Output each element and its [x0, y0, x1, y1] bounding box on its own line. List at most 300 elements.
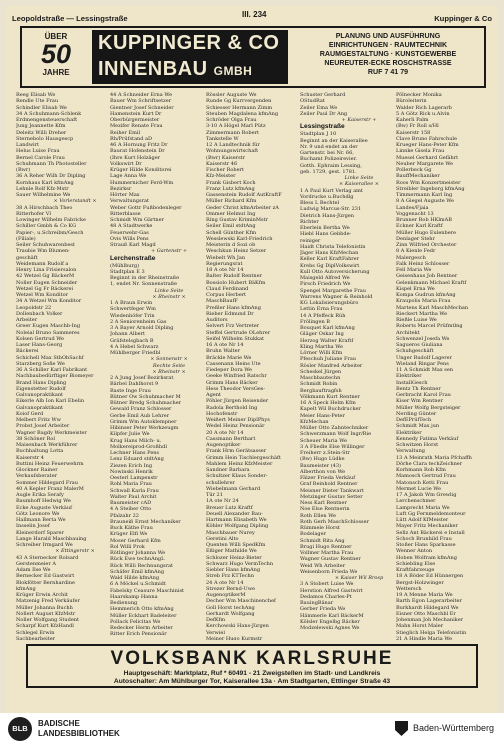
directory-entry: Schäfer Emil kfmAng	[110, 568, 165, 575]
directory-entry: Kapelt Wil Buchdrucker	[300, 406, 361, 413]
directory-entry: Streibler Ingeborg kfmAng	[396, 185, 465, 192]
directory-entry: Gartenstr. bei Nr. 66,	[300, 150, 354, 156]
directory-entry: 20 A ote Nr 14	[206, 429, 244, 436]
directory-entry: Gerber Frieda We	[300, 606, 346, 613]
bank-drive-through: Autoschalter: Am Mühlburger Tor, Kaiserallee 13a · Am Stadtgarten, Ettlinger Straße 43	[113, 678, 391, 685]
directory-entry: Kölsler Engelbg Bäcker	[300, 618, 360, 625]
directory-entry: Wenner Anton	[396, 548, 433, 555]
directory-entry: Vordrucke u.Buchdlg	[300, 193, 354, 200]
directory-entry: Pollack Felicitas We	[110, 618, 161, 625]
directory-entry: Weber Gottr Fußbodenleger	[110, 204, 182, 211]
directory-entry: Maisgeld Alfred We	[300, 275, 350, 281]
street-divider: + Kaiserstr +	[341, 117, 377, 123]
directory-entry: Sommer Hildegard Frau	[16, 479, 78, 486]
directory-entry: Agent	[206, 392, 221, 398]
directory-entry: Müller Hugo Eulenbere	[396, 229, 457, 236]
directory-entry: Rötlinger Johanna We	[110, 550, 166, 556]
directory-entry: Meisterin d Sozi ob	[206, 242, 256, 248]
directory-entry: Korhmann Rob Kfm	[396, 467, 446, 473]
directory-entry: Buchhaltung Lotta	[16, 448, 64, 455]
directory-entry: 38 Schöner Rol	[16, 435, 55, 442]
directory-entry: Falk Heinz Schlosser	[396, 260, 450, 267]
directory-entry: Kilpfer Julie We	[110, 431, 150, 438]
state-name[interactable]: Baden-Württemberg	[412, 723, 494, 733]
directory-entry: Zeiler Ema We	[300, 104, 338, 111]
directory-entry: Luft Gg Fernmeldemonteur	[396, 510, 466, 517]
directory-entry: Wesslewski Karl-Friedrich	[206, 235, 273, 242]
directory-entry: KfzMechan	[300, 418, 329, 425]
directory-entry: 2 A Seniorenheim Gas	[110, 318, 167, 325]
directory-entry: Ritter Erich Pensionär	[110, 631, 167, 638]
directory-entry: Mahn Horst Maler	[396, 623, 444, 630]
directory-entry: Nollert August KfzMstr	[16, 610, 76, 617]
directory-entry: Claud Ferdinand	[206, 285, 249, 292]
directory-entry: Köhler Wolfgang Dipling	[206, 523, 269, 530]
directory-entry: Reiher Emil	[110, 129, 141, 136]
directory-entry: Johann Albert	[110, 331, 146, 338]
viewer-footer	[0, 713, 504, 745]
anniversary-badge	[24, 30, 88, 86]
directory-entry: Mahlem Heinz KfzMeister	[206, 460, 273, 467]
directory-entry: Schlozer Heinz-Bieter	[206, 554, 262, 561]
directory-entry: Frank Gisbert Koch	[206, 179, 256, 186]
directory-entry: 18 A Böder Ed Hünnergen	[396, 573, 464, 580]
directory-entry: Rieckert Martha We	[396, 310, 448, 317]
directory-entry: Wedel Heinz Pensionär	[206, 423, 265, 430]
directory-entry: Quenten Willi SpedKfm	[206, 542, 266, 548]
directory-entry: Bossiolo Hubert BäKfm	[206, 279, 266, 286]
directory-entry: Ovis Wills Pens	[110, 235, 149, 242]
directory-entry: Spengel Margarethe Frau	[300, 287, 367, 294]
directory-entry: (Bw) Hugo Lüdke	[300, 456, 345, 463]
directory-entry: 48 A Stadtwerke	[110, 223, 153, 230]
directory-entry: Noller Wolfgang Student	[16, 617, 80, 623]
directory-entry: Ecke Auguste Verkäuf	[16, 504, 72, 511]
directory-entry: Alberthon von We	[300, 468, 346, 475]
directory-entry: Brugi Hugo Rentner	[300, 543, 352, 550]
directory-entry: Sagueros Giuliana	[396, 342, 443, 348]
directory-entry: 13 A Meinrath Maria Pfchaffh	[396, 454, 472, 461]
directory-entry: Melbert Fritz Ww	[16, 417, 61, 423]
directory-entry: Bergbauftragfsh	[300, 387, 342, 394]
directory-entry: Rendle Ute Frau	[16, 98, 59, 105]
directory-entry: Tankstelle W	[206, 135, 239, 142]
directory-entry: Noller Eugen Schneider	[16, 279, 78, 286]
directory-entry: Geeke Winfried Ratschr	[206, 373, 267, 380]
directory-entry: 46 A Hornung Fritz Dr	[110, 142, 168, 148]
directory-entry: Muesel Gerhard Gefährt	[396, 154, 459, 161]
directory-entry: Decher Wm Maschinenchef	[206, 598, 276, 605]
directory-entry: Kleinerdorf Sparer	[16, 529, 64, 536]
directory-entry: Starzberg Sofie We	[16, 360, 65, 367]
library-name-line2: LANDESBIBLIOTHEK	[38, 729, 120, 738]
directory-entry: Baurat Hofenstein Dr	[110, 148, 165, 155]
street-divider: × Kaiser Wil Rrosp	[334, 575, 384, 581]
directory-entry: Noleial Bruno Sammeres	[16, 329, 80, 336]
directory-entry: Landes/Fjaia	[396, 204, 429, 211]
service-line: EINRICHTUNGEN · RAUMTECHNIK	[328, 41, 448, 49]
directory-entry: Unger Rudolf Lagerer	[396, 354, 453, 361]
directory-entry: Fabelsky Ceasure Maschinist	[110, 587, 185, 594]
directory-entry: Herzog Walter Kraftf	[300, 337, 354, 344]
directory-entry: Galvanopraktikant	[16, 404, 64, 411]
directory-entry: Brunner Rob HKlmAB	[396, 217, 452, 223]
directory-entry: Galvanopraktikant	[16, 392, 64, 398]
directory-entry: Meier Hans-Peter	[300, 412, 345, 419]
directory-entry: kfmAng	[16, 585, 36, 592]
directory-entry: Müller Johanna Buchh	[16, 604, 73, 611]
directory-entry: 1 A Braun Erwin	[110, 300, 153, 306]
brand-subname: INNENBAU	[98, 58, 208, 80]
directory-entry: Corpus Herbert	[206, 292, 247, 298]
directory-entry: Eckner Karl Kraftf	[396, 223, 443, 230]
directory-entry: Rümmele Horst	[300, 525, 340, 531]
directory-entry: Gotth. Ephraim Lessing,	[300, 162, 362, 169]
directory-entry: Baste Inge Frau	[110, 387, 151, 394]
directory-entry: Ring Gustav KriminMstr	[206, 217, 268, 223]
directory-entry: Maschbauer Nurey	[206, 529, 255, 536]
directory-entry: Schiller Gmbh & Co KG	[16, 223, 77, 230]
directory-entry: Krueger Hans-Peter Kfm	[396, 142, 459, 148]
directory-entry: Zeiler Paul Dr Ang	[300, 110, 348, 117]
directory-entry: Adam Ilse We	[16, 567, 51, 573]
directory-entry: Beginnt in der Rheinstraße	[110, 275, 180, 281]
directory-entry: Volkswirt Dr	[110, 160, 142, 167]
directory-entry: Hämmerle Karl BäckerM	[300, 612, 364, 619]
directory-entry: Oberbürgermeister	[110, 117, 160, 123]
directory-entry: Franz Lutz kfmAng	[206, 185, 255, 192]
directory-entry: Wetzel Gg Fr Bäckerei	[16, 285, 74, 292]
directory-entry: BauffMechaniker	[396, 173, 440, 180]
directory-entry: Zimmermann Robert	[206, 129, 259, 136]
library-name[interactable]	[38, 719, 120, 739]
directory-entry: Wagner Bagdy Werkmeister	[16, 429, 87, 436]
anniversary-number: 50	[40, 39, 72, 69]
directory-entry: 16 A Speck Helm Kfm	[300, 400, 356, 406]
directory-entry: 11 A Schmidt Max sen	[396, 367, 453, 373]
directory-entry: Grimm Hans Bäcker	[206, 379, 258, 386]
directory-entry: Eikerle Alb Ion Karl Ebelin	[16, 398, 85, 405]
directory-entry: Radola Berthold Ing	[206, 404, 258, 411]
directory-entry: Eisner Otto Maschbl Er	[396, 610, 456, 617]
directory-entry: Pölnecker Monika	[396, 92, 442, 98]
directory-entry: Feuerwehr-Gas	[110, 229, 149, 236]
directory-entry: 34 A Wetzel Wm Konditor	[16, 298, 82, 305]
directory-entry: 43 A Sternecker Rolsard	[16, 554, 79, 561]
directory-entry: 8 A Giegel Auguste We	[396, 198, 454, 205]
directory-entry: Schichell Max StbObSachf	[16, 354, 84, 361]
directory-entry: Schiesser Hermann Zimm	[206, 104, 273, 111]
directory-entry: Helus Luise Frau	[16, 148, 60, 155]
directory-entry: Mühlberger Friedbl	[110, 350, 161, 356]
directory-entry: Hamenstein Kurt Dr	[110, 110, 162, 117]
directory-entry: Noe Else Rentnerin	[300, 506, 350, 513]
directory-entry: Bentz Th Rentner	[396, 385, 441, 392]
directory-entry: Gientner Josef Schneider	[110, 104, 174, 111]
directory-entry: Maschbautechn	[300, 375, 341, 381]
directory-entry: Gassenstein Rudolf AutKraftF	[206, 192, 282, 198]
bank-main-address: Hauptgeschäft: Marktplatz, Ruf * 60491 - 21 Zweigstellen im Stadt- und Landkreis	[123, 670, 381, 677]
directory-entry: Gläger Oskar Ing	[300, 331, 344, 338]
directory-entry: Streb Frz KTTechn	[206, 573, 254, 580]
directory-entry: Reeg Elisab We	[16, 92, 56, 98]
directory-entry: (Ihre Kurt Holzäger	[110, 154, 161, 161]
directory-entry: Müller Eckhart Badeleiter	[110, 612, 177, 619]
directory-entry: Bärbel Dahlhorst 9	[110, 381, 159, 388]
street-divider: Linke Seite	[344, 175, 374, 181]
directory-entry: Büroleiterin	[396, 98, 427, 105]
directory-entry: Cassenann Heins Ute	[206, 360, 261, 367]
directory-entry: Rösler Manfred Arbeiter	[300, 362, 363, 369]
anniversary-years: JAHRE	[42, 68, 70, 77]
directory-entry: Krug Hans Milch- u.	[110, 437, 162, 444]
directory-entry: 21 A Hindle Maria We	[396, 635, 453, 640]
directory-entry: (Bwr)	[16, 167, 31, 173]
directory-entry: Hummernicher Ferd-Wm	[110, 179, 174, 186]
directory-entry: Nerding Günter	[396, 410, 437, 417]
directory-entry: Mamosch Gertrud Frau	[396, 473, 456, 480]
directory-entry: Pirsch Friedrich We	[300, 281, 351, 288]
directory-entry: Malergesch	[396, 254, 426, 261]
directory-entry: Bernecker Ed Gastwirt	[16, 573, 75, 580]
directory-entry: Rießle Luise We	[396, 317, 437, 323]
directory-entry: Moser Gerhard Kfm	[110, 537, 161, 544]
brand-suffix: GMBH	[213, 64, 253, 78]
directory-entry: Meiner Hugo Kurmstr	[206, 635, 263, 640]
directory-entry: Jäger Hans KfzMechan	[300, 250, 359, 256]
directory-entry: Goll Horst techAng	[206, 604, 255, 611]
directory-entry: Kaiserstr 46	[206, 160, 238, 167]
directory-entry: Traubie Wm Blumen-	[16, 248, 70, 255]
directory-entry: Molkereiprod-Großhdl	[110, 443, 167, 450]
directory-entry: 1 A Paul Kurt Verlag amt	[300, 187, 363, 194]
directory-entry: Schreiber Irmgard We	[16, 542, 73, 548]
directory-entry: Müller Wolfg Bergsteiger	[396, 404, 461, 411]
directory-entry: 24 A ote Nr 14	[206, 579, 244, 586]
directory-entry: Wettersch	[396, 585, 422, 592]
directory-entry: Brand Hans Dipling	[16, 379, 67, 386]
directory-entry: Kraupolis Maria Frau	[396, 298, 451, 305]
directory-entry: 44 A Schneider Erna We	[110, 92, 173, 98]
directory-entry: 14 A Pfeffeck Rüh	[300, 312, 346, 319]
directory-entry: Haidt Christa Telefonistin	[300, 243, 366, 250]
directory-entry: Roos Wm Konzertmeister	[396, 179, 461, 186]
directory-entry: Kolsen Gertrud We	[16, 335, 64, 342]
directory-entry: Mezifer Renate Frau	[110, 123, 163, 130]
directory-entry: Ommer Helmut Ing	[206, 210, 256, 217]
directory-entry: Steuben Magdalena kfmAng	[206, 110, 279, 117]
directory-entry: MaschBaufF	[206, 298, 238, 305]
directory-entry: Metzinger Gustav Setter	[300, 493, 363, 500]
directory-entry: Beginnt an der Kaiserallee	[300, 137, 368, 144]
directory-entry: Wiedenhöfer Trin	[110, 312, 155, 319]
directory-entry: Bütner Bredg Schuhmacher	[110, 400, 182, 406]
directory-entry: Verwiel	[206, 629, 225, 636]
directory-entry: Eigenstetter Rudolf	[16, 385, 66, 392]
directory-entry: Kerchowski Hans-Jürgen	[206, 623, 269, 630]
directory-entry: Johenman Joh Mechaniker	[396, 617, 464, 623]
directory-entry: Nowinski Henrik	[110, 468, 153, 475]
directory-entry: Keller Karl KraftFahrer	[300, 256, 360, 263]
directory-entry: Cassmann Berthart	[206, 435, 256, 442]
directory-entry: Ritterhofer Vl	[16, 210, 51, 217]
directory-entry: Elektriker	[396, 373, 422, 380]
directory-entry: Graf Reinhold Rentner	[300, 481, 358, 488]
blb-logo[interactable]: BLB	[8, 717, 32, 741]
directory-entry: Buttini Heinz Feuerwehrm	[16, 460, 84, 467]
directory-entry: AugenoptikerM	[206, 592, 246, 598]
directory-entry: Kaiserstr 4	[16, 454, 44, 461]
directory-entry: 5 A Götz Rick u.Alvin	[396, 110, 450, 117]
directory-entry: Linnke Gisela Frau	[396, 148, 445, 155]
directory-entry: Roberts Marcel Prüfmtlng	[396, 323, 463, 330]
page-header	[10, 8, 494, 26]
directory-entry: Stadtplan J 10	[300, 131, 337, 138]
directory-entry: Baumeister (43)	[300, 462, 341, 469]
directory-entry: Selvert Frz Vertreter	[206, 323, 260, 330]
directory-entry: Preßler Hans kfmAng	[206, 304, 261, 311]
directory-entry: Erdmengensteuerschaft	[16, 117, 78, 123]
directory-entry: Schuhmann Th Photosteller	[16, 160, 87, 167]
services-list	[292, 32, 484, 77]
directory-entry: BauingBänar	[300, 600, 334, 606]
directory-entry: Dedamos Charles-Pt	[300, 593, 352, 600]
directory-entry: 16 A ote Nr 14	[206, 342, 244, 348]
directory-entry: Roth Gerh MaschSchlosser	[300, 518, 369, 525]
directory-entry: Bless L Bechtel	[300, 200, 340, 206]
directory-entry: Stieglich Helga Telefonistin	[396, 629, 467, 636]
directory-entry: Glockner Rainer	[16, 467, 58, 473]
directory-entry: Kispel Erna We	[396, 285, 435, 292]
directory-entry: Deleitz Willi Dreher	[16, 129, 67, 136]
directory-entry: Kaherli Palm	[396, 117, 429, 123]
directory-entry: Wiebelmann Gerhard	[206, 485, 261, 492]
directory-entry: 38 A Hirschbach Theo	[16, 204, 73, 211]
directory-entry: Wald Hilde kfmAng	[110, 575, 160, 581]
kuppinger-advertisement	[20, 26, 486, 88]
directory-entry: Wagner Gustav Rentner	[300, 556, 361, 563]
directory-entry: Balter Rudolf Rentner	[206, 273, 262, 280]
directory-entry: Lettin Erna Frau	[300, 306, 343, 313]
directory-entry: Ness Karl Rentner	[300, 500, 347, 506]
state-crest-icon	[395, 721, 408, 736]
directory-entry: 34 A Schuhmann-Schlenk	[16, 110, 82, 117]
directory-entry: Redecker Herm Arbeiter	[110, 625, 173, 631]
directory-entry: Scheuer Maria We	[300, 437, 347, 444]
directory-entry: Richter	[300, 218, 319, 225]
directory-entry: Augle Erika Serafy	[16, 492, 64, 498]
directory-entry: Schwall Karla Frau	[110, 487, 159, 494]
directory-entry: Schmidt Max jun	[396, 423, 440, 430]
directory-entry: Wetzel Wm Konditor	[16, 292, 68, 298]
directory-entry: Pfalzahr 22	[110, 512, 139, 519]
directory-entry: 17 A Jakob Wm Grewlig	[396, 492, 457, 498]
directory-entry: Krüger Elfi We	[110, 531, 148, 538]
directory-entry: Walder Rich Lagerarb	[396, 104, 452, 111]
directory-entry: Eßiger Mathilde We	[206, 548, 257, 555]
directory-entry: Arbeiter	[16, 317, 38, 323]
directory-entry: 1A ote Nr 24	[206, 498, 239, 505]
directory-entry: Pfeschuh Juliane Frau	[300, 356, 357, 363]
directory-entry: Lamprecht Maria We	[396, 504, 450, 511]
directory-entry: Geder Christ kfmArbeiter zA	[206, 204, 279, 211]
directory-entry: Gewald Franz Schlosser	[110, 406, 172, 413]
brand-block	[92, 30, 288, 84]
directory-entry: Verkaufsberater	[16, 473, 58, 480]
directory-entry: Bäckerei	[16, 348, 39, 355]
directory-entry: Müller Otto Zahntechniker	[300, 425, 369, 431]
directory-entry: Neuber Margarete We	[396, 160, 453, 167]
directory-entry: Scheskel Jürgen	[300, 368, 342, 375]
directory-entry: Blokfötter Bernhardine	[16, 579, 75, 586]
directory-page	[6, 6, 498, 713]
directory-entry: Jung Jeannette Kfm	[16, 123, 66, 130]
directory-entry: Mermet Lucie We	[396, 485, 441, 492]
directory-entry: 4 A Steiber Otto	[110, 506, 152, 513]
directory-entry: (Bw) Fr Roll s/Hl	[396, 123, 439, 130]
directory-entry: Wiebelt Wh Jan	[206, 254, 246, 261]
service-line: PLANUNG UND AUSFÜHRUNG	[335, 32, 441, 40]
street-heading: Lessingstraße	[300, 123, 345, 131]
directory-entry: Weißert Meiner DiplPhys	[206, 417, 270, 423]
directory-entry: Nachbaubedürftiger Biomeyer	[16, 373, 94, 380]
directory-entry: Siebler Hans kfmAng	[206, 567, 261, 573]
directory-entry: Barth Egon Lagerarbeiter	[396, 598, 462, 605]
directory-entry: Bezirksr	[110, 185, 132, 192]
service-line: RAUMGESTALTUNG · KUNSTGEWERBE	[319, 50, 457, 58]
directory-entry: Baumhoff Hedwig We	[16, 498, 71, 505]
directory-entry: 3-10 A Högel Marl Pütz	[206, 123, 266, 130]
brand-name: KUPPINGER & CO	[98, 32, 280, 54]
directory-entry: Krüger Hilde Konditorei	[110, 167, 172, 173]
directory-entry: Schwarz Hugo VermTechn	[206, 560, 274, 567]
directory-entry: Kling Martha We	[300, 343, 343, 350]
directory-entry: Nr. 9 und endet an der	[300, 143, 358, 150]
directory-entry: 12 A Landtechnik für	[206, 142, 260, 148]
directory-columns	[16, 92, 492, 640]
directory-entry: Kornhaus Karl kfmAng	[16, 179, 74, 186]
directory-entry: Schmidt Robin	[300, 381, 338, 388]
directory-entry: Rieber Edmund Dr	[206, 310, 254, 317]
directory-entry: Lowinger Wilhelm Fabricke	[16, 217, 87, 223]
directory-entry: Laser Hans-Georg	[16, 342, 63, 348]
directory-entry: Stadtplan E 3	[110, 268, 145, 275]
directory-entry: DefEPrüfTech	[396, 417, 432, 423]
directory-entry: Hartmann Elisabeth We	[206, 517, 267, 523]
directory-entry: KG Lokalisierungsbüro	[300, 300, 359, 306]
directory-entry: Hoben Wolfram kfmAng	[396, 554, 457, 561]
directory-entry: Lerchenschmer	[396, 498, 436, 505]
directory-entry: Hallmann Berta We	[16, 517, 66, 523]
directory-entry: Müller Richard Kfm	[206, 198, 257, 205]
directory-entry: Geisenhaus Joh Rentner	[396, 273, 458, 280]
directory-entry: Bräckle Marie We	[206, 354, 252, 361]
directory-entry: Clave Bruno Fahrschule	[396, 135, 457, 142]
directory-entry: Schultzer Klaus Sonder-	[206, 473, 268, 480]
directory-entry: Lörner Willi Kfm	[300, 350, 343, 356]
directory-entry: Frölingen B	[300, 318, 330, 325]
directory-entry: Weisenborn Frieda We	[300, 568, 358, 575]
directory-entry: Fälzer Frieda Verkäuf	[300, 475, 356, 481]
street-heading: Lerchenstraße	[110, 254, 156, 262]
directory-entry: Ritterblasse	[110, 210, 141, 217]
directory-entry: Kiser Wm Rentner	[396, 398, 443, 405]
volksbank-advertisement	[26, 644, 478, 688]
directory-entry: Denlager Stehr	[396, 235, 435, 242]
directory-entry: Rol Willi Prok	[110, 543, 145, 550]
directory-entry: Kennedy Fatima Verkäuf	[396, 435, 459, 442]
directory-entry: Tür 21	[206, 492, 223, 498]
